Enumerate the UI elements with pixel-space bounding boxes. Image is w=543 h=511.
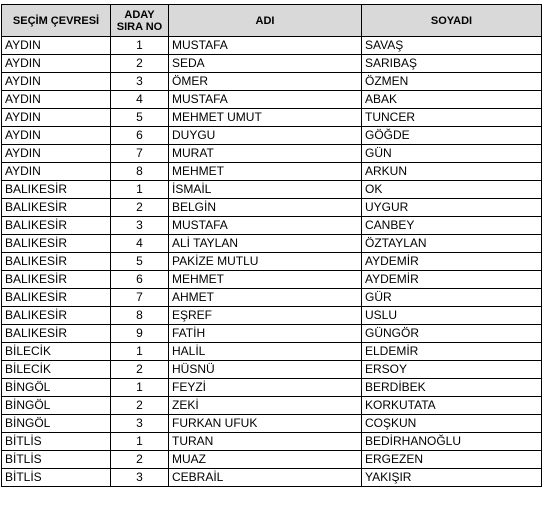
table-row: [2, 289, 542, 307]
cell-order-no: 3: [111, 415, 169, 433]
cell-city: BALIKESİR: [2, 307, 111, 325]
cell-surname: TUNCER: [362, 109, 542, 127]
header-name: ADI: [169, 5, 362, 37]
table-row: [2, 307, 542, 325]
cell-order-no: 5: [111, 253, 169, 271]
cell-name: HALİL: [169, 343, 362, 361]
header-order-no: [111, 5, 169, 37]
cell-surname: AYDEMİR: [362, 253, 542, 271]
cell-surname: GÜNGÖR: [362, 325, 542, 343]
table-row: [2, 109, 542, 127]
cell-city: AYDIN: [2, 55, 111, 73]
cell-name: EŞREF: [169, 307, 362, 325]
cell-surname: GÜR: [362, 289, 542, 307]
cell-order-no: 4: [111, 235, 169, 253]
cell-surname: ÖZTAYLAN: [362, 235, 542, 253]
header-city: SEÇİM ÇEVRESİ: [2, 5, 111, 37]
table-row: [2, 253, 542, 271]
table-row: [2, 469, 542, 487]
cell-order-no: 8: [111, 163, 169, 181]
table-row: [2, 163, 542, 181]
cell-city: BALIKESİR: [2, 181, 111, 199]
cell-name: MEHMET UMUT: [169, 109, 362, 127]
table-row: [2, 91, 542, 109]
cell-surname: YAKIŞIR: [362, 469, 542, 487]
cell-name: AHMET: [169, 289, 362, 307]
cell-order-no: 3: [111, 73, 169, 91]
cell-name: MUAZ: [169, 451, 362, 469]
cell-name: MEHMET: [169, 163, 362, 181]
table-row: [2, 181, 542, 199]
header-order-line2: SIRA NO: [116, 20, 163, 33]
cell-city: BİNGÖL: [2, 379, 111, 397]
cell-name: TURAN: [169, 433, 362, 451]
cell-order-no: 2: [111, 55, 169, 73]
cell-order-no: 1: [111, 37, 169, 55]
cell-order-no: 1: [111, 343, 169, 361]
cell-order-no: 1: [111, 379, 169, 397]
table-row: [2, 55, 542, 73]
cell-city: BİNGÖL: [2, 397, 111, 415]
cell-city: AYDIN: [2, 73, 111, 91]
table-row: [2, 73, 542, 91]
cell-surname: GÜN: [362, 145, 542, 163]
cell-name: BELGİN: [169, 199, 362, 217]
header-row: [2, 5, 542, 37]
header-surname: SOYADI: [362, 5, 542, 37]
table-row: [2, 379, 542, 397]
table-body: [2, 37, 542, 487]
cell-city: BALIKESİR: [2, 271, 111, 289]
cell-surname: AYDEMİR: [362, 271, 542, 289]
cell-surname: KORKUTATA: [362, 397, 542, 415]
cell-name: DUYGU: [169, 127, 362, 145]
cell-city: BALIKESİR: [2, 217, 111, 235]
cell-name: MUSTAFA: [169, 37, 362, 55]
cell-city: BALIKESİR: [2, 289, 111, 307]
cell-order-no: 7: [111, 289, 169, 307]
cell-order-no: 8: [111, 307, 169, 325]
cell-name: FURKAN UFUK: [169, 415, 362, 433]
table-row: [2, 397, 542, 415]
cell-order-no: 6: [111, 127, 169, 145]
cell-surname: SAVAŞ: [362, 37, 542, 55]
cell-city: AYDIN: [2, 109, 111, 127]
cell-name: MUSTAFA: [169, 91, 362, 109]
cell-city: BİTLİS: [2, 433, 111, 451]
cell-surname: ERGEZEN: [362, 451, 542, 469]
cell-order-no: 3: [111, 469, 169, 487]
header-order-line1: ADAY: [124, 8, 155, 21]
cell-surname: CANBEY: [362, 217, 542, 235]
cell-name: FEYZİ: [169, 379, 362, 397]
table-row: [2, 145, 542, 163]
cell-order-no: 2: [111, 199, 169, 217]
table-row: [2, 415, 542, 433]
cell-surname: OK: [362, 181, 542, 199]
table-row: [2, 433, 542, 451]
cell-city: BİLECİK: [2, 361, 111, 379]
cell-name: SEDA: [169, 55, 362, 73]
cell-surname: SARIBAŞ: [362, 55, 542, 73]
cell-surname: UYGUR: [362, 199, 542, 217]
cell-name: MURAT: [169, 145, 362, 163]
cell-name: MUSTAFA: [169, 217, 362, 235]
table-row: [2, 361, 542, 379]
cell-city: BALIKESİR: [2, 253, 111, 271]
cell-surname: ABAK: [362, 91, 542, 109]
cell-order-no: 6: [111, 271, 169, 289]
cell-surname: GÖĞDE: [362, 127, 542, 145]
cell-order-no: 2: [111, 451, 169, 469]
cell-city: AYDIN: [2, 91, 111, 109]
cell-city: BİLECİK: [2, 343, 111, 361]
cell-order-no: 1: [111, 433, 169, 451]
cell-name: ALİ TAYLAN: [169, 235, 362, 253]
cell-order-no: 2: [111, 397, 169, 415]
cell-surname: USLU: [362, 307, 542, 325]
cell-name: CEBRAİL: [169, 469, 362, 487]
table-row: [2, 235, 542, 253]
cell-name: FATİH: [169, 325, 362, 343]
cell-city: BALIKESİR: [2, 199, 111, 217]
table-row: [2, 325, 542, 343]
table-row: [2, 127, 542, 145]
table-row: [2, 451, 542, 469]
table-row: [2, 271, 542, 289]
cell-surname: BEDİRHANOĞLU: [362, 433, 542, 451]
table-row: [2, 343, 542, 361]
cell-order-no: 7: [111, 145, 169, 163]
cell-order-no: 5: [111, 109, 169, 127]
cell-city: AYDIN: [2, 127, 111, 145]
cell-city: BİTLİS: [2, 469, 111, 487]
table-row: [2, 37, 542, 55]
cell-surname: ELDEMİR: [362, 343, 542, 361]
cell-city: BİNGÖL: [2, 415, 111, 433]
cell-name: HÜSNÜ: [169, 361, 362, 379]
cell-order-no: 9: [111, 325, 169, 343]
cell-name: ÖMER: [169, 73, 362, 91]
candidate-table: [1, 4, 542, 487]
cell-surname: ARKUN: [362, 163, 542, 181]
cell-city: AYDIN: [2, 163, 111, 181]
cell-city: BALIKESİR: [2, 235, 111, 253]
cell-surname: BERDİBEK: [362, 379, 542, 397]
table-header: [2, 5, 542, 37]
cell-order-no: 2: [111, 361, 169, 379]
cell-order-no: 3: [111, 217, 169, 235]
cell-order-no: 1: [111, 181, 169, 199]
cell-name: ZEKİ: [169, 397, 362, 415]
cell-name: İSMAİL: [169, 181, 362, 199]
cell-surname: COŞKUN: [362, 415, 542, 433]
cell-name: MEHMET: [169, 271, 362, 289]
cell-order-no: 4: [111, 91, 169, 109]
cell-city: BALIKESİR: [2, 325, 111, 343]
cell-city: BİTLİS: [2, 451, 111, 469]
cell-surname: ERSOY: [362, 361, 542, 379]
table-row: [2, 217, 542, 235]
cell-city: AYDIN: [2, 145, 111, 163]
cell-surname: ÖZMEN: [362, 73, 542, 91]
cell-name: PAKİZE MUTLU: [169, 253, 362, 271]
table-row: [2, 199, 542, 217]
cell-city: AYDIN: [2, 37, 111, 55]
